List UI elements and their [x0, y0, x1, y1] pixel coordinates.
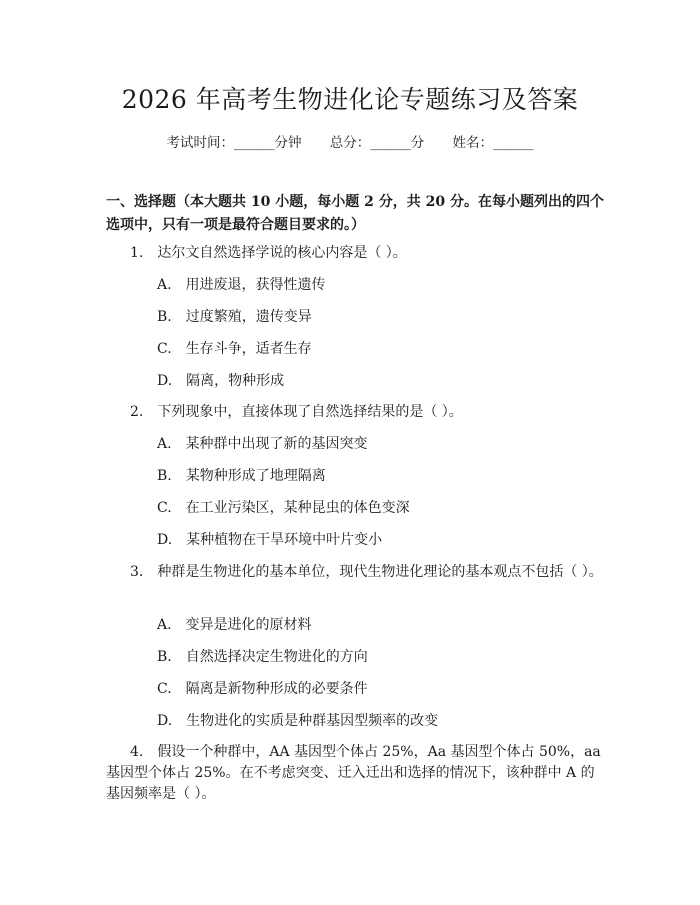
question-1-option-b: B. 过度繁殖，遗传变异 [157, 309, 312, 325]
question-4: 4. 假设一个种群中，AA 基因型个体占 25%，Aa 基因型个体占 50%，aa 基因型个体占 25%。在不考虑突变、迁入迁出和选择的情况下，该种群中 A 的基因频率是（ ）。 [106, 744, 601, 802]
question-2-option-c: C. 在工业污染区，某种昆虫的体色变深 [157, 500, 410, 516]
question-3-option-b: B. 自然选择决定生物进化的方向 [157, 649, 368, 665]
question-3: 3. 种群是生物进化的基本单位，现代生物进化理论的基本观点不包括（ ）。 [130, 564, 603, 580]
student-name: 姓名：______ [452, 135, 534, 151]
exam-meta [0, 133, 700, 153]
exam-time: 考试时间：______分钟 [166, 135, 302, 151]
question-2: 2. 下列现象中，直接体现了自然选择结果的是（ ）。 [130, 404, 463, 420]
question-1-option-a: A. 用进废退，获得性遗传 [157, 277, 326, 293]
question-1-option-d: D. 隔离，物种形成 [157, 373, 285, 389]
question-3-option-c: C. 隔离是新物种形成的必要条件 [157, 681, 368, 697]
section-heading: 一、选择题（本大题共 10 小题，每小题 2 分，共 20 分。在每小题列出的四个选项中，只有一项是最符合题目要求的。） [106, 194, 604, 233]
question-2-option-a: A. 某种群中出现了新的基因突变 [157, 436, 368, 452]
question-2-option-d: D. 某种植物在干旱环境中叶片变小 [157, 532, 383, 548]
exam-score: 总分：______分 [329, 135, 425, 151]
question-1-option-c: C. 生存斗争，适者生存 [157, 341, 312, 357]
question-3-option-a: A. 变异是进化的原材料 [157, 617, 312, 633]
question-1: 1. 达尔文自然选择学说的核心内容是（ ）。 [130, 245, 407, 261]
page-title: 2026 年高考生物进化论专题练习及答案 [121, 85, 579, 114]
question-2-option-b: B. 某物种形成了地理隔离 [157, 468, 326, 484]
question-3-option-d: D. 生物进化的实质是种群基因型频率的改变 [157, 713, 439, 729]
